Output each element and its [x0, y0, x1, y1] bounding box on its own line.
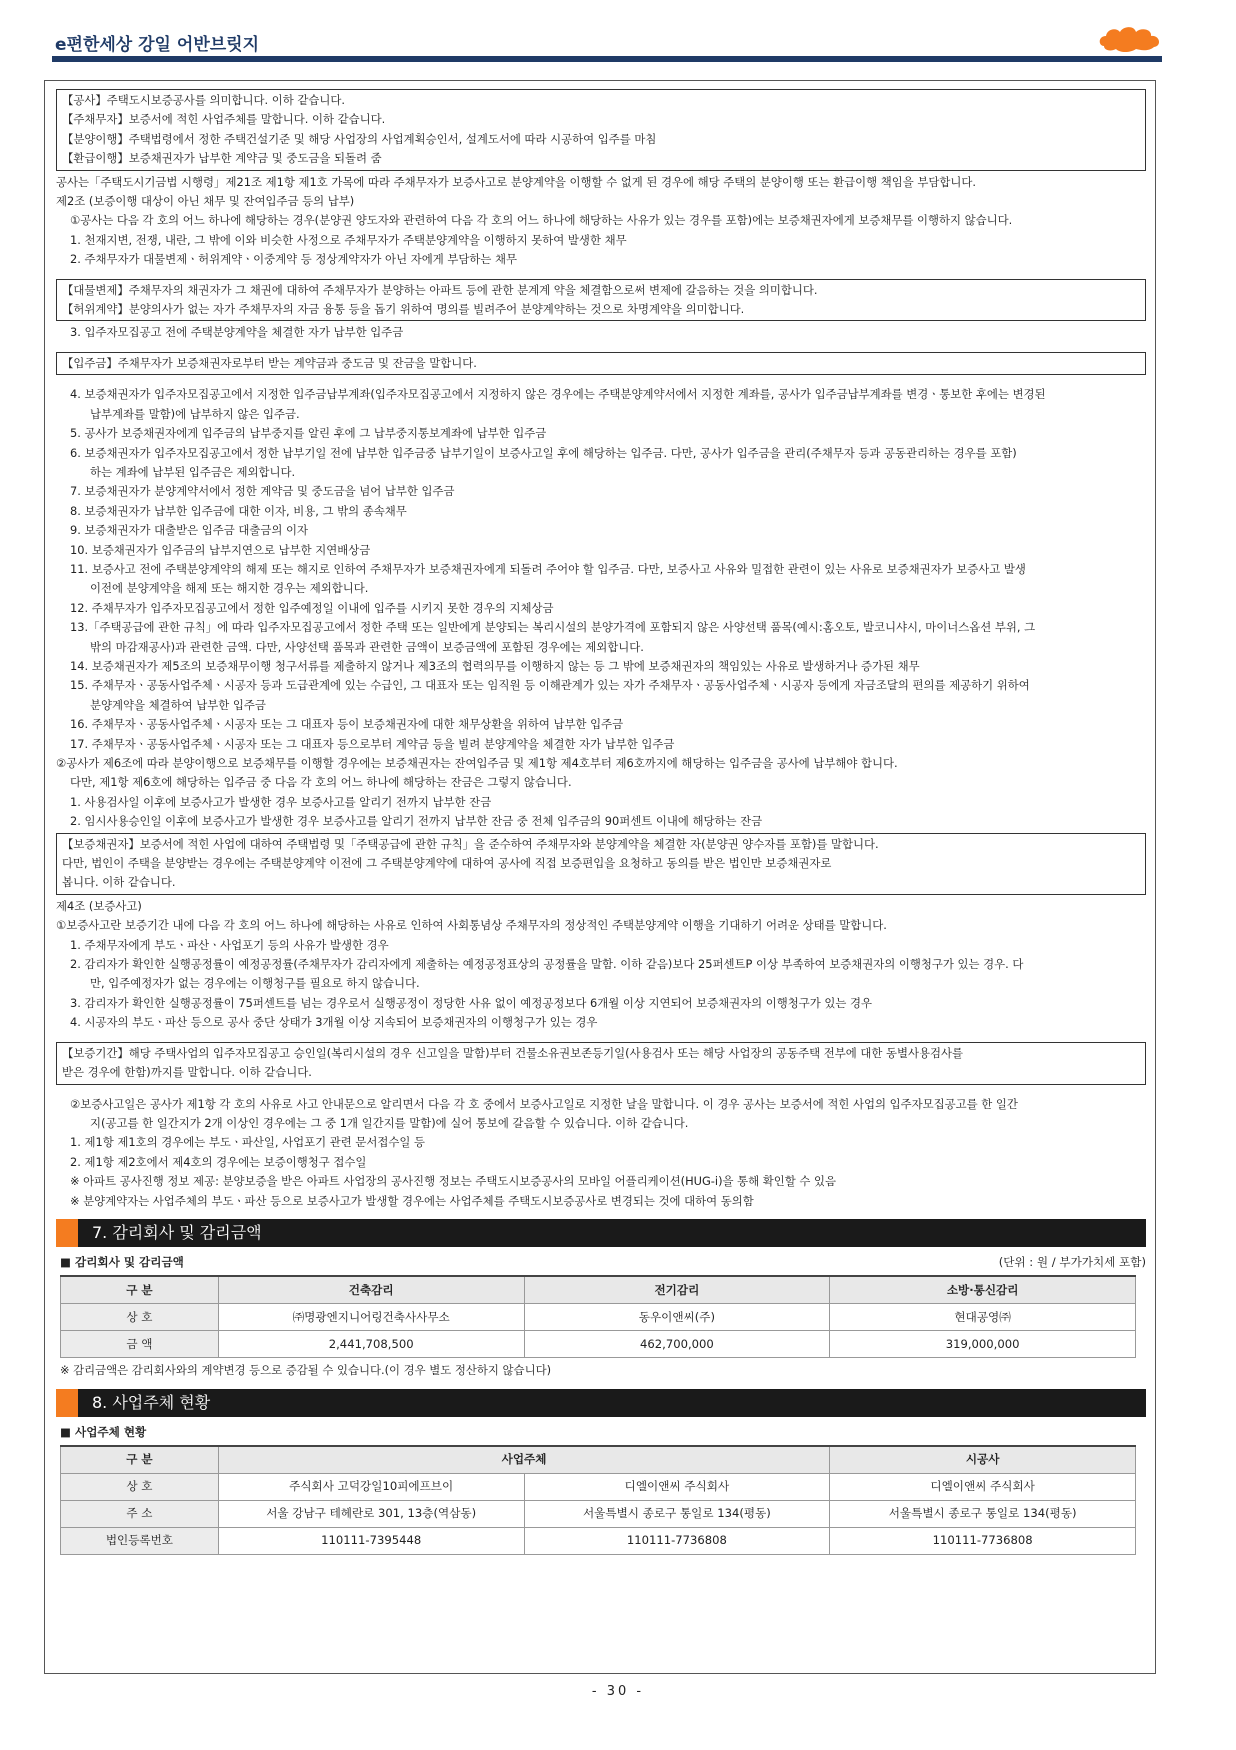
text-line: 2. 감리자가 확인한 실행공정률이 예정공정률(주채무자가 감리자에게 제출하는 예정공정표상의 공정률을 말함. 이하 같음)보다 25퍼센트P 이상 부족하여 보증채권자의 이행청구가 있는 경우. 다	[70, 957, 1024, 972]
text-line: 【공사】주택도시보증공사를 의미합니다. 이하 같습니다.	[62, 93, 345, 107]
text-line: 다만, 법인이 주택을 분양받는 경우에는 주택분양계약 이전에 그 주택분양계약에 대하여 공사에 직접 보증편입을 요청하고 동의를 받은 법인만 보증채권자로	[62, 856, 832, 871]
page-header	[52, 22, 1162, 62]
section-8-subtitle: ■ 사업주체 현황	[60, 1424, 147, 1439]
table-cell: 462,700,000	[524, 1331, 830, 1358]
text-line: ①보증사고란 보증기간 내에 다음 각 호의 어느 하나에 해당하는 사유로 인하여 사회통념상 주채무자의 정상적인 주택분양계약 이행을 기대하기 어려운 상태를 말합니다.	[56, 918, 887, 933]
text-line: ②보증사고일은 공사가 제1항 각 호의 사유로 사고 안내문으로 알리면서 다음 각 호 중에서 보증사고일로 지정한 날을 말합니다. 이 경우 공사는 보증서에 적힌 사업의 입주자모집공고를 한 일간	[70, 1096, 1018, 1111]
text-line: 받은 경우에 한함)까지를 말합니다. 이하 같습니다.	[62, 1065, 312, 1080]
table-row	[61, 1474, 1136, 1501]
table-cell: 디엘이앤씨 주식회사	[524, 1474, 830, 1501]
text-line: 이전에 분양계약을 해제 또는 해지한 경우는 제외합니다.	[90, 581, 369, 596]
table-cell: 서울특별시 종로구 통일로 134(평동)	[830, 1501, 1136, 1528]
text-line: ①공사는 다음 각 호의 어느 하나에 해당하는 경우(분양권 양도자와 관련하여 다음 각 호의 어느 하나에 해당하는 사유가 있는 경우를 포함)에는 보증채권자에게 보증채무를 이행하지 않습니다.	[70, 213, 1013, 228]
table-cell: 110111-7736808	[830, 1528, 1136, 1555]
article-4	[56, 897, 1146, 1033]
text-line: 지(공고를 한 일간지가 2개 이상인 경우에는 그 중 1개 일간지를 말함)에 실어 통보에 갈음할 수 있습니다. 이하 같습니다.	[90, 1115, 689, 1130]
table-cell: 현대공영㈜	[830, 1304, 1136, 1331]
supervision-table	[60, 1275, 1136, 1358]
table-cell: 319,000,000	[830, 1331, 1136, 1358]
table-header: 소방·통신감리	[830, 1276, 1136, 1304]
table-cell: 서울특별시 종로구 통일로 134(평동)	[524, 1501, 830, 1528]
text-line: 16. 주채무자ㆍ공동사업주체ㆍ시공자 또는 그 대표자 등이 보증채권자에 대한 채무상환을 위하여 납부한 입주금	[70, 717, 624, 732]
text-line: 4. 보증채권자가 입주자모집공고에서 지정한 입주금납부계좌(입주자모집공고에서 지정하지 않은 경우에는 주택분양계약서에서 지정한 계좌를, 공사가 입주금납부계좌를 변경ㆍ통보한 후에는 변경된	[70, 387, 1046, 402]
text-line: 만, 입주예정자가 없는 경우에는 이행청구를 필요로 하지 않습니다.	[90, 976, 420, 991]
text-line: 1. 천재지변, 전쟁, 내란, 그 밖에 이와 비슷한 사정으로 주채무자가 주택분양계약을 이행하지 못하여 발생한 채무	[70, 232, 627, 247]
definition-box-1	[56, 89, 1146, 171]
text-line: 2. 제1항 제2호에서 제4호의 경우에는 보증이행청구 접수일	[70, 1154, 367, 1169]
section-8-title: 8. 사업주체 현황	[92, 1392, 211, 1412]
item-3: 3. 입주자모집공고 전에 주택분양계약을 체결한 자가 납부한 입주금	[70, 325, 404, 340]
text-line: ※ 아파트 공사진행 정보 제공: 분양보증을 받은 아파트 사업장의 공사진행 정보는 주택도시보증공사의 모바일 어플리케이션(HUG-i)을 통해 확인할 수 있음	[70, 1174, 837, 1189]
table-header: 사업주체	[218, 1446, 829, 1474]
table-cell: ㈜명광엔지니어링건축사사무소	[218, 1304, 524, 1331]
definition-box-5	[56, 1042, 1146, 1085]
table-cell: 금 액	[61, 1331, 219, 1358]
text-line: 제2조 (보증이행 대상이 아닌 채무 및 잔여입주금 등의 납부)	[56, 194, 355, 209]
text-line: ②공사가 제6조에 따라 분양이행으로 보증채무를 이행할 경우에는 보증채권자는 잔여입주금 및 제1항 제4호부터 제6호까지에 해당하는 입주금을 공사에 납부해야 합니다.	[56, 756, 898, 770]
header-title: e편한세상 강일 어반브릿지	[55, 35, 260, 55]
text-line: 납부계좌를 말함)에 납부하지 않은 입주금.	[90, 406, 300, 421]
article-paragraphs	[56, 173, 1146, 270]
text-line: 4. 시공자의 부도ㆍ파산 등으로 공사 중단 상태가 3개월 이상 지속되어 보증채권자의 이행청구가 있는 경우	[70, 1015, 598, 1030]
table-header: 시공사	[830, 1446, 1136, 1474]
text-line: 3. 감리자가 확인한 실행공정률이 75퍼센트를 넘는 경우로서 실행공정이 정당한 사유 없이 예정공정보다 6개월 이상 지연되어 보증채권자의 이행청구가 있는 경우	[70, 995, 873, 1010]
text-line: 13.「주택공급에 관한 규칙」에 따라 입주자모집공고에서 정한 주택 또는 일반에게 분양되는 복리시설의 분양가격에 포함되지 않은 사양선택 품목(예시:홈오토, 발코니샤시, 마이너스옵션 부위, 그	[70, 620, 1036, 635]
table-cell: 상 호	[61, 1474, 219, 1501]
table-header: 구 분	[61, 1276, 219, 1304]
table-row	[61, 1528, 1136, 1555]
text-line: 11. 보증사고 전에 주택분양계약의 해제 또는 해지로 인하여 주채무자가 보증채권자에게 되돌려 주어야 할 입주금. 다만, 보증사고 사유와 밀접한 관련이 있는 사유로 보증채권자가 보증사고 발생	[70, 561, 1026, 576]
table-cell: 110111-7395448	[218, 1528, 524, 1555]
text-line: 하는 계좌에 납부된 입주금은 제외합니다.	[90, 464, 296, 479]
text-line: 1. 주채무자에게 부도ㆍ파산ㆍ사업포기 등의 사유가 발생한 경우	[70, 937, 389, 952]
text-line: 17. 주채무자ㆍ공동사업주체ㆍ시공자 또는 그 대표자 등으로부터 계약금 등을 빌려 분양계약을 체결한 자가 납부한 입주금	[70, 736, 675, 751]
text-line: 10. 보증채권자가 입주금의 납부지연으로 납부한 지연배상금	[70, 542, 371, 557]
text-line: 【환급이행】보증채권자가 납부한 계약금 및 중도금을 되돌려 줌	[62, 151, 382, 166]
table-header: 전기감리	[524, 1276, 830, 1304]
definition-box-4	[56, 833, 1146, 895]
definition-box-2	[56, 279, 1146, 322]
text-line: 밖의 마감재공사)과 관련한 금액. 다만, 사양선택 품목과 관련한 금액이 보증금액에 포함된 경우에는 제외합니다.	[90, 639, 644, 654]
section-7-header	[56, 1219, 1146, 1247]
table-row	[61, 1501, 1136, 1528]
table-cell: 법인등록번호	[61, 1528, 219, 1555]
main-content	[56, 88, 1146, 1555]
text-line: 2. 주채무자가 대물변제ㆍ허위계약ㆍ이중계약 등 정상계약자가 아닌 자에게 부담하는 채무	[70, 252, 517, 267]
text-line: 공사는「주택도시기금법 시행령」제21조 제1항 제1호 가목에 따라 주채무자가 보증사고로 분양계약을 이행할 수 없게 된 경우에 해당 주택의 분양이행 또는 환급이행 책임을 부담합니다.	[56, 174, 977, 189]
table-cell: 2,441,708,500	[218, 1331, 524, 1358]
article-4-part-2	[56, 1095, 1146, 1211]
table-row	[61, 1304, 1136, 1331]
text-line: 6. 보증채권자가 입주자모집공고에서 정한 납부기일 전에 납부한 입주금중 납부기일이 보증사고일 후에 해당하는 입주금. 다만, 공사가 입주금을 관리(주채무자 등과 공동관리하는 경우를 포함)	[70, 445, 1017, 460]
text-line: 봅니다. 이하 같습니다.	[62, 875, 176, 890]
table-cell: 서울 강남구 테헤란로 301, 13층(역삼동)	[218, 1501, 524, 1528]
header-rule	[52, 56, 1162, 62]
text-line: 15. 주채무자ㆍ공동사업주체ㆍ시공자 등과 도급관계에 있는 수급인, 그 대표자 또는 임직원 등 이해관계가 있는 자가 주채무자ㆍ공동사업주체ㆍ시공자 등에게 자금조달의 편의를 제공하기 위하여	[70, 678, 1030, 693]
text-line: 【허위계약】분양의사가 없는 자가 주채무자의 자금 융통 등을 돕기 위하여 명의를 빌려주어 분양계약하는 것으로 차명계약을 의미합니다.	[62, 302, 745, 317]
table-header: 건축감리	[218, 1276, 524, 1304]
table-cell: 상 호	[61, 1304, 219, 1331]
definition-deposit: 【입주금】주채무자가 보증채권자로부터 받는 계약금과 중도금 및 잔금을 말합니다.	[62, 355, 477, 370]
table-cell: 디엘이앤씨 주식회사	[830, 1474, 1136, 1501]
text-line: 【분양이행】주택법령에서 정한 주택건설기준 및 해당 사업장의 사업계획승인서, 설계도서에 따라 시공하여 입주를 마침	[62, 131, 657, 146]
text-line: 14. 보증채권자가 제5조의 보증채무이행 청구서류를 제출하지 않거나 제3조의 협력의무를 이행하지 않는 등 그 밖에 보증채권자의 책임있는 사유로 발생하거나 증가된 채무	[70, 658, 920, 673]
excluded-items-list	[56, 385, 1146, 831]
text-line: 제4조 (보증사고)	[56, 898, 142, 913]
cloud-logo-icon	[1098, 24, 1162, 54]
text-line: 【보증채권자】보증서에 적힌 사업에 대하여 주택법령 및「주택공급에 관한 규칙」을 준수하여 주채무자와 분양계약을 체결한 자(분양권 양수자를 포함)를 말합니다.	[62, 836, 879, 851]
page-number: - 30 -	[591, 1684, 645, 1699]
table-header: 구 분	[61, 1446, 219, 1474]
business-entity-table	[60, 1445, 1136, 1555]
text-line: 9. 보증채권자가 대출받은 입주금 대출금의 이자	[70, 523, 309, 538]
text-line: 2. 임시사용승인일 이후에 보증사고가 발생한 경우 보증사고를 알리기 전까지 납부한 잔금 중 전체 입주금의 90퍼센트 이내에 해당하는 잔금	[70, 814, 763, 829]
section-8-header	[56, 1389, 1146, 1417]
section-7-subhead	[60, 1253, 1146, 1272]
section-7-subtitle: ■ 감리회사 및 감리금액	[60, 1254, 184, 1269]
text-line: 8. 보증채권자가 납부한 입주금에 대한 이자, 비용, 그 밖의 종속채무	[70, 503, 407, 518]
definition-box-3	[56, 352, 1146, 375]
section-7-unit: (단위 : 원 / 부가가치세 포함)	[998, 1254, 1146, 1269]
text-line: 【주채무자】보증서에 적힌 사업주체를 말합니다. 이하 같습니다.	[62, 112, 386, 127]
text-line: 12. 주채무자가 입주자모집공고에서 정한 입주예정일 이내에 입주를 시키지 못한 경우의 지체상금	[70, 600, 554, 615]
section-8-subhead	[60, 1423, 1146, 1442]
table-cell: 110111-7736808	[524, 1528, 830, 1555]
text-line: 1. 사용검사일 이후에 보증사고가 발생한 경우 보증사고를 알리기 전까지 납부한 잔금	[70, 794, 492, 809]
table-cell: 동우이앤씨(주)	[524, 1304, 830, 1331]
text-line: 【보증기간】해당 주택사업의 입주자모집공고 승인일(복리시설의 경우 신고일을 말함)부터 건물소유권보존등기일(사용검사 또는 해당 사업장의 공동주택 전부에 대한 동별사용검사를	[62, 1045, 964, 1060]
text-line: 5. 공사가 보증채권자에게 입주금의 납부중지를 알린 후에 그 납부중지통보계좌에 납부한 입주금	[70, 426, 547, 441]
text-line: ※ 분양계약자는 사업주체의 부도ㆍ파산 등으로 보증사고가 발생할 경우에는 사업주체를 주택도시보증공사로 변경되는 것에 대하여 동의함	[70, 1193, 754, 1208]
text-line: 분양계약을 체결하여 납부한 입주금	[90, 697, 266, 712]
text-line: 7. 보증채권자가 분양계약서에서 정한 계약금 및 중도금을 넘어 납부한 입주금	[70, 484, 455, 499]
text-line: 1. 제1항 제1호의 경우에는 부도ㆍ파산일, 사업포기 관련 문서접수일 등	[70, 1135, 426, 1150]
table-cell: 주식회사 고덕강일10피에프브이	[218, 1474, 524, 1501]
text-line: 다만, 제1항 제6호에 해당하는 입주금 중 다음 각 호의 어느 하나에 해당하는 잔금은 그렇지 않습니다.	[70, 775, 572, 790]
section-7-note: ※ 감리금액은 감리회사와의 계약변경 등으로 증감될 수 있습니다.(이 경우 별도 정산하지 않습니다)	[60, 1363, 552, 1378]
section-7-title: 7. 감리회사 및 감리금액	[92, 1222, 262, 1242]
table-cell: 주 소	[61, 1501, 219, 1528]
table-row	[61, 1331, 1136, 1358]
text-line: 【대물변제】주채무자의 채권자가 그 채권에 대하여 주채무자가 분양하는 아파트 등에 관한 분계계 약을 체결함으로써 변제에 갈음하는 것을 의미합니다.	[62, 282, 818, 297]
